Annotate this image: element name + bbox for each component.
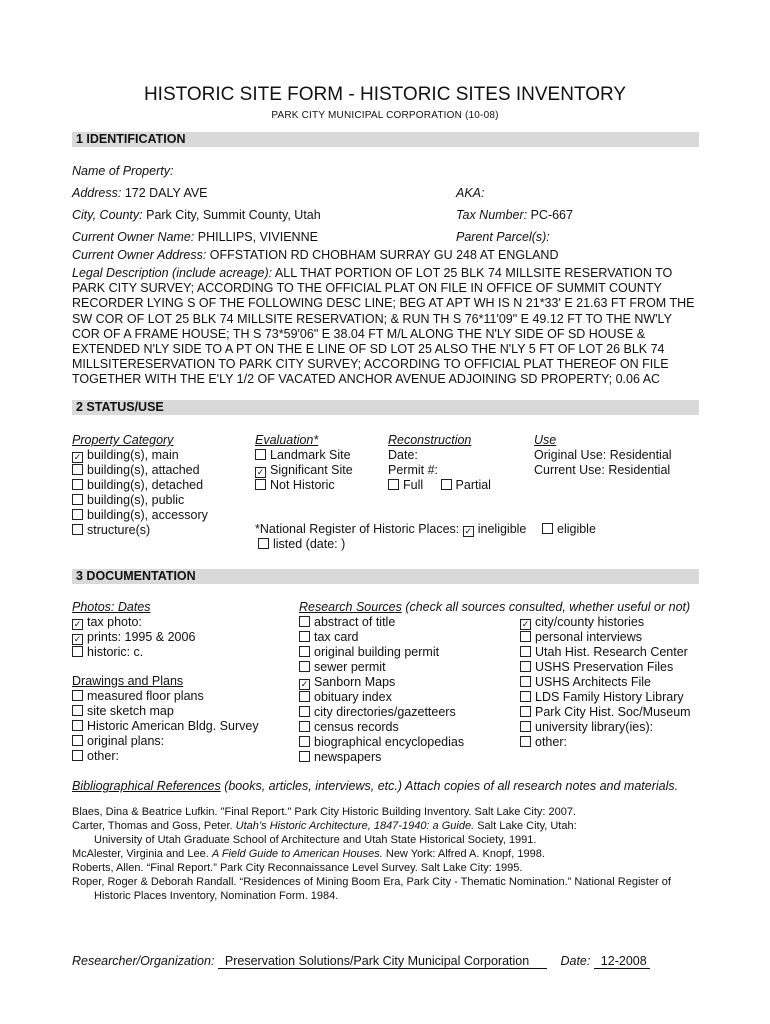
bib-entry-4: Roberts, Allen. “Final Report.” Park City Reconnaissance Level Survey. Salt Lake City: 1995. (72, 862, 523, 874)
research-source-item (299, 660, 464, 675)
evaluation-list (255, 448, 353, 493)
research-source-checkbox[interactable] (520, 661, 531, 672)
research-source-label: biographical encyclopedias (314, 735, 465, 749)
research-source-item (520, 675, 691, 690)
research-source-checkbox[interactable] (299, 721, 310, 732)
research-col2 (520, 615, 691, 750)
evaluation-label: Not Historic (270, 478, 335, 492)
city-row (72, 208, 321, 222)
photo-item (72, 630, 195, 645)
bib-entry-1: Blaes, Dina & Beatrice Lufkin. "Final Report." Park City Historic Building Inventory. Salt Lake City: 2007. (72, 806, 577, 818)
research-source-item (520, 615, 691, 630)
research-source-item (299, 690, 464, 705)
evaluation-label: Evaluation* (255, 433, 319, 447)
research-source-label: obituary index (314, 690, 392, 704)
research-source-checkbox[interactable]: ✓ (300, 679, 309, 689)
drawing-label: site sketch map (87, 704, 174, 718)
research-heading (299, 600, 690, 614)
drawing-item (72, 689, 259, 704)
drawing-label: Historic American Bldg. Survey (87, 719, 259, 733)
address-label: Address: (72, 186, 122, 200)
research-source-item (520, 690, 691, 705)
drawing-checkbox[interactable] (72, 720, 83, 731)
drawing-checkbox[interactable] (72, 750, 83, 761)
research-source-checkbox[interactable] (299, 751, 310, 762)
property-category-label: building(s), attached (87, 463, 200, 477)
drawing-item (72, 704, 259, 719)
research-source-label: Park City Hist. Soc/Museum (535, 705, 691, 719)
evaluation-item (255, 463, 353, 478)
research-source-checkbox[interactable] (520, 721, 531, 732)
bib-2-place: Salt Lake City, Utah: (477, 820, 577, 832)
evaluation-label: Landmark Site (270, 448, 351, 462)
use-label: Use (534, 433, 557, 447)
property-category-list (72, 448, 208, 538)
drawings-list (72, 689, 259, 764)
drawing-label: original plans: (87, 734, 165, 748)
research-source-item (299, 735, 464, 750)
section-status-heading: 2 STATUS/USE (76, 400, 164, 414)
research-source-checkbox[interactable]: ✓ (521, 619, 530, 629)
research-source-checkbox[interactable] (299, 631, 310, 642)
eligible-label: eligible (557, 522, 596, 536)
owner-address-label: Current Owner Address: (72, 248, 207, 262)
bib-entry-2 (72, 819, 702, 834)
date-value: 12-2008 (600, 954, 647, 968)
research-source-label: original building permit (314, 645, 440, 659)
research-source-label: Sanborn Maps (314, 675, 396, 689)
eligible-checkbox[interactable] (542, 523, 553, 534)
bib-entry-5-cont: Historic Places Inventory, Nomination Form. 1984. (94, 890, 339, 902)
owner-address-row (72, 248, 558, 262)
research-source-item (299, 615, 464, 630)
research-source-checkbox[interactable] (520, 691, 531, 702)
address-row (72, 186, 208, 200)
section-identification-bar (72, 132, 699, 147)
research-source-item (520, 645, 691, 660)
aka-label: AKA: (456, 186, 485, 200)
drawing-item (72, 749, 259, 764)
property-category-checkbox[interactable] (72, 494, 83, 505)
property-category-label: building(s), accessory (87, 508, 208, 522)
property-category-item (72, 463, 208, 478)
research-source-checkbox[interactable] (299, 661, 310, 672)
bib-2-title: Utah’s Historic Architecture, 1847-1940: a Guide. (235, 820, 475, 832)
photo-label: prints: 1995 & 2006 (87, 630, 196, 644)
legal-label: Legal Description (include acreage): (72, 266, 273, 280)
research-source-checkbox[interactable] (520, 631, 531, 642)
property-category-label: building(s), public (87, 493, 185, 507)
nrhp-label: *National Register of Historic Places: (255, 522, 460, 536)
property-category-checkbox[interactable] (72, 524, 83, 535)
form-title: HISTORIC SITE FORM - HISTORIC SITES INVENTORY (143, 84, 627, 105)
research-label: Research Sources (299, 600, 402, 614)
research-source-checkbox[interactable] (299, 691, 310, 702)
research-source-label: newspapers (314, 750, 382, 764)
owner-address-value: OFFSTATION RD CHOBHAM SURRAY GU 248 AT ENGLAND (209, 248, 559, 262)
tax-value: PC-667 (530, 208, 573, 222)
full-checkbox[interactable] (388, 479, 399, 490)
property-category-item (72, 448, 208, 463)
date-value-field[interactable] (594, 954, 650, 969)
date-label: Date: (560, 954, 591, 968)
property-category-checkbox[interactable] (72, 464, 83, 475)
research-source-checkbox[interactable] (299, 616, 310, 627)
ineligible-checkbox[interactable]: ✓ (464, 526, 472, 536)
research-source-item (299, 705, 464, 720)
research-source-item (299, 720, 464, 735)
research-source-label: Utah Hist. Research Center (535, 645, 688, 659)
research-source-label: other: (535, 735, 567, 749)
property-category-label: Property Category (72, 433, 174, 447)
research-source-label: census records (314, 720, 399, 734)
legal-description (72, 266, 702, 388)
research-source-label: sewer permit (314, 660, 386, 674)
drawing-checkbox[interactable] (72, 705, 83, 716)
research-source-item (299, 750, 464, 765)
tax-label: Tax Number: (456, 208, 528, 222)
legal-value: ALL THAT PORTION OF LOT 25 BLK 74 MILLSITE RESERVATION TO PARK CITY SURVEY; ACCORDING TO THE OFFICIAL PLAT ON FILE IN OFFICE OF SUMMIT COUNTY RECORDER LYING S OF THE FOLLOWING DESC LINE; BEG AT APT WH IS N 21*33' E 21.63 FT FROM THE SW COR OF LOT 25 BLK 74 MILLSITE RESERVATION; & RUN TH S 76*11'09" E 49.12 FT TO THE NW'LY COR OF A FRAME HOUSE; TH S 73*59'06" E 38.04 FT M/L ALONG THE N'LY SIDE OF SD HOUSE & EXTENDED N'LY SIDE TO A PT ON THE E LINE OF SD LOT 25 ALSO THE N'LY 5 FT OF LOT 26 BLK 74 MILLSITERESERVATION TO PARK CITY SURVEY; ACCORDING TO OFFICIAL PLAT THEREOF ON FILE TOGETHER WITH THE E'LY 1/2 OF VACATED ANCHOR AVENUE ADJOINING SD PROPERTY; 0.06 AC (72, 266, 695, 387)
bib-heading-suffix: (books, articles, interviews, etc.) Attach copies of all research notes and materials. (224, 779, 679, 793)
evaluation-item (255, 478, 353, 493)
full-label: Full (403, 478, 424, 492)
research-source-checkbox[interactable] (520, 736, 531, 747)
evaluation-checkbox[interactable] (255, 449, 266, 460)
research-source-item (299, 630, 464, 645)
photo-item (72, 615, 195, 630)
photo-checkbox[interactable]: ✓ (73, 619, 82, 629)
research-source-label: USHS Preservation Files (535, 660, 674, 674)
research-source-label: abstract of title (314, 615, 396, 629)
form-subtitle: PARK CITY MUNICIPAL CORPORATION (10-08) (271, 110, 499, 121)
evaluation-checkbox[interactable] (255, 479, 266, 490)
drawing-label: other: (87, 749, 119, 763)
eligible-row (542, 522, 596, 536)
bib-2-authors: Carter, Thomas and Goss, Peter. (72, 820, 233, 832)
listed-row (258, 537, 345, 551)
bib-heading-label: Bibliographical References (72, 779, 221, 793)
owner-label: Current Owner Name: (72, 230, 195, 244)
property-category-label: structure(s) (87, 523, 151, 537)
property-category-item (72, 508, 208, 523)
research-source-item (299, 645, 464, 660)
research-source-item (520, 630, 691, 645)
property-category-checkbox[interactable] (72, 479, 83, 490)
research-label-suffix: (check all sources consulted, whether useful or not) (405, 600, 691, 614)
drawing-label: measured floor plans (87, 689, 204, 703)
research-source-label: USHS Architects File (535, 675, 652, 689)
section-documentation-heading: 3 DOCUMENTATION (76, 569, 196, 583)
nrhp-row (255, 522, 526, 536)
bib-3-publisher: New York: Alfred A. Knopf, 1998. (385, 848, 545, 860)
original-use: Original Use: Residential (534, 448, 672, 462)
tax-row (456, 208, 573, 222)
partial-checkbox[interactable] (441, 479, 452, 490)
researcher-row (72, 954, 650, 969)
reconstruction-options (388, 478, 491, 492)
reconstruction-label: Reconstruction (388, 433, 472, 447)
photo-checkbox[interactable]: ✓ (73, 634, 82, 644)
research-col1 (299, 615, 464, 765)
research-source-item (520, 735, 691, 750)
current-use: Current Use: Residential (534, 463, 671, 477)
property-category-checkbox[interactable]: ✓ (73, 452, 82, 462)
section-status-bar (72, 400, 699, 415)
research-source-checkbox[interactable] (520, 706, 531, 717)
researcher-label: Researcher/Organization: (72, 954, 215, 968)
researcher-value-field[interactable] (218, 954, 547, 969)
drawing-checkbox[interactable] (72, 735, 83, 746)
research-source-item (520, 660, 691, 675)
evaluation-item (255, 448, 353, 463)
research-source-checkbox[interactable] (299, 706, 310, 717)
section-identification-heading: 1 IDENTIFICATION (76, 132, 186, 146)
drawing-item (72, 734, 259, 749)
research-source-checkbox[interactable] (520, 676, 531, 687)
photo-checkbox[interactable] (72, 646, 83, 657)
research-source-checkbox[interactable] (299, 646, 310, 657)
city-label: City, County: (72, 208, 143, 222)
photo-item (72, 645, 195, 660)
city-value: Park City, Summit County, Utah (146, 208, 321, 222)
photo-label: tax photo: (87, 615, 142, 629)
bib-entry-3 (72, 847, 702, 862)
property-category-checkbox[interactable] (72, 509, 83, 520)
partial-label: Partial (455, 478, 491, 492)
research-source-label: personal interviews (535, 630, 642, 644)
property-category-item (72, 493, 208, 508)
research-source-item (520, 705, 691, 720)
drawings-label: Drawings and Plans (72, 674, 184, 688)
section-documentation-bar (72, 569, 699, 584)
bib-entry-5: Roper, Roger & Deborah Randall. “Residences of Mining Boom Era, Park City - Thematic Nomination.” National Register of (72, 876, 671, 888)
research-source-checkbox[interactable] (520, 646, 531, 657)
research-source-checkbox[interactable] (299, 736, 310, 747)
listed-checkbox[interactable] (258, 538, 269, 549)
drawing-checkbox[interactable] (72, 690, 83, 701)
photos-label: Photos: Dates (72, 600, 151, 614)
research-source-item (520, 720, 691, 735)
research-source-label: tax card (314, 630, 359, 644)
listed-label: listed (date: ) (273, 537, 346, 551)
property-category-item (72, 523, 208, 538)
property-category-item (72, 478, 208, 493)
research-source-item (299, 675, 464, 690)
researcher-value: Preservation Solutions/Park City Municipal Corporation (224, 954, 530, 968)
ineligible-label: ineligible (477, 522, 527, 536)
bib-heading (72, 779, 678, 793)
bib-3-title: A Field Guide to American Houses. (211, 848, 383, 860)
research-source-label: university library(ies): (535, 720, 654, 734)
drawing-item (72, 719, 259, 734)
owner-row (72, 230, 318, 244)
research-source-label: city/county histories (535, 615, 645, 629)
bib-entry-2-cont: University of Utah Graduate School of Architecture and Utah State Historical Society, 1991. (94, 834, 537, 846)
reconstruction-permit: Permit #: (388, 463, 439, 477)
research-source-label: LDS Family History Library (535, 690, 684, 704)
bib-3-authors: McAlester, Virginia and Lee. (72, 848, 209, 860)
evaluation-label: Significant Site (270, 463, 353, 477)
photo-label: historic: c. (87, 645, 144, 659)
property-category-label: building(s), main (87, 448, 179, 462)
name-label: Name of Property: (72, 164, 174, 178)
research-source-label: city directories/gazetteers (314, 705, 456, 719)
evaluation-checkbox[interactable]: ✓ (256, 467, 265, 477)
reconstruction-date: Date: (388, 448, 418, 462)
property-category-label: building(s), detached (87, 478, 204, 492)
parcel-label: Parent Parcel(s): (456, 230, 550, 244)
owner-value: PHILLIPS, VIVIENNE (197, 230, 318, 244)
photos-list (72, 615, 195, 660)
address-value: 172 DALY AVE (124, 186, 208, 200)
